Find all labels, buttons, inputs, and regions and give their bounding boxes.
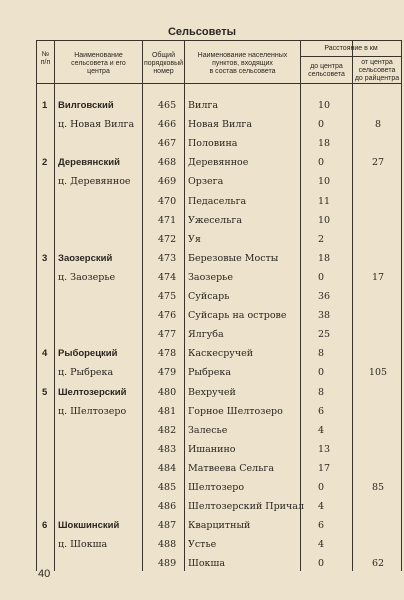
distance-to-council-center: 11 xyxy=(318,195,331,207)
table-row xyxy=(36,153,402,172)
settlement-name: Суйсарь на острове xyxy=(188,310,287,322)
councils-table xyxy=(36,40,402,571)
distance-to-council-center: 36 xyxy=(318,291,331,302)
table-row xyxy=(36,172,402,191)
serial-number: 473 xyxy=(158,252,177,264)
distance-to-council-center: 17 xyxy=(318,462,331,474)
serial-number: 488 xyxy=(158,539,177,551)
council-name: ц. Новая Вилга xyxy=(58,119,135,131)
table-row xyxy=(36,211,402,230)
settlement-name: Новая Вилга xyxy=(188,119,253,131)
settlement-name: Заозерье xyxy=(188,271,233,283)
row-number: 3 xyxy=(42,252,48,264)
settlement-name: Шелтозерский Причал xyxy=(188,501,304,513)
header-council: Наименование сельсовета и его центра xyxy=(71,52,126,75)
table-row xyxy=(36,115,402,134)
row-number: 5 xyxy=(42,386,48,398)
distance-to-council-center: 0 xyxy=(318,271,325,283)
header-divider xyxy=(300,56,402,57)
table-row xyxy=(36,440,402,459)
distance-to-council-center: 4 xyxy=(318,539,325,551)
council-name: Вилговский xyxy=(58,100,114,111)
serial-number: 472 xyxy=(158,233,177,245)
settlement-name: Суйсарь xyxy=(188,291,230,302)
row-number: 2 xyxy=(42,157,48,169)
settlement-name: Залесье xyxy=(188,424,228,436)
settlement-name: Педасельга xyxy=(188,195,247,207)
distance-to-district-center: 85 xyxy=(371,482,385,493)
settlement-name: Кварцитный xyxy=(188,520,251,532)
table-row xyxy=(36,306,402,325)
settlement-name: Горное Шелтозеро xyxy=(188,405,283,417)
distance-to-district-center: 62 xyxy=(371,558,385,570)
distance-to-council-center: 13 xyxy=(318,443,331,455)
distance-to-council-center: 6 xyxy=(318,405,325,417)
serial-number: 471 xyxy=(158,214,177,226)
distance-to-council-center: 0 xyxy=(318,482,325,493)
table-row xyxy=(36,325,402,344)
distance-to-council-center: 18 xyxy=(318,138,331,150)
serial-number: 478 xyxy=(158,348,177,360)
settlement-name: Шелтозеро xyxy=(188,482,245,493)
table-row xyxy=(36,134,402,153)
table-row xyxy=(36,268,402,287)
header-no: № п/п xyxy=(40,51,51,66)
distance-to-council-center: 10 xyxy=(318,176,331,188)
distance-to-district-center: 27 xyxy=(371,157,385,169)
serial-number: 468 xyxy=(158,157,177,169)
distance-to-district-center: 8 xyxy=(374,119,382,131)
serial-number: 485 xyxy=(158,482,177,493)
header-dist-district: от центра сельсовета до райцентра xyxy=(354,59,400,82)
council-name: ц. Рыбрека xyxy=(58,367,114,379)
distance-to-council-center: 18 xyxy=(318,252,331,264)
settlement-name: Половина xyxy=(188,138,238,150)
distance-to-council-center: 0 xyxy=(318,157,325,169)
table-row xyxy=(36,383,402,402)
table-row xyxy=(36,459,402,478)
distance-to-council-center: 4 xyxy=(318,424,325,436)
distance-to-council-center: 0 xyxy=(318,367,325,379)
table-row xyxy=(36,363,402,382)
row-number: 4 xyxy=(42,348,48,360)
settlement-name: Каскесручей xyxy=(188,348,254,360)
settlement-name: Шокша xyxy=(188,558,225,570)
serial-number: 482 xyxy=(158,424,177,436)
settlement-name: Уя xyxy=(188,233,201,245)
council-name: ц. Шокша xyxy=(58,539,108,551)
serial-number: 487 xyxy=(158,520,177,532)
distance-to-district-center: 17 xyxy=(371,271,385,283)
distance-to-council-center: 10 xyxy=(318,214,331,226)
serial-number: 475 xyxy=(158,291,177,302)
serial-number: 469 xyxy=(158,176,177,188)
settlement-name: Ишанино xyxy=(188,443,236,455)
serial-number: 483 xyxy=(158,443,177,455)
settlement-name: Вилга xyxy=(188,100,218,111)
table-row xyxy=(36,287,402,306)
table-row xyxy=(36,497,402,516)
serial-number: 489 xyxy=(158,558,177,570)
table-row xyxy=(36,535,402,554)
serial-number: 465 xyxy=(158,100,177,111)
distance-to-council-center: 6 xyxy=(318,520,325,532)
distance-to-district-center: 105 xyxy=(368,367,388,379)
council-name: Шокшинский xyxy=(58,520,120,532)
table-row xyxy=(36,249,402,268)
settlement-name: Орзега xyxy=(188,176,224,188)
serial-number: 486 xyxy=(158,501,177,513)
header-dist-center: до центра сельсовета xyxy=(308,63,345,78)
serial-number: 477 xyxy=(158,329,177,341)
row-number: 1 xyxy=(42,100,48,111)
table-row xyxy=(36,230,402,249)
table-row xyxy=(36,402,402,421)
settlement-name: Березовые Мосты xyxy=(188,252,279,264)
serial-number: 481 xyxy=(158,405,177,417)
serial-number: 474 xyxy=(158,271,177,283)
table-row xyxy=(36,516,402,535)
council-name: Заозерский xyxy=(58,252,113,264)
distance-to-council-center: 25 xyxy=(318,329,331,341)
distance-to-council-center: 8 xyxy=(318,386,325,398)
distance-to-council-center: 2 xyxy=(318,233,325,245)
table-row xyxy=(36,554,402,573)
serial-number: 466 xyxy=(158,119,177,131)
council-name: Шелтозерский xyxy=(58,386,127,398)
table-row xyxy=(36,96,402,115)
page-number: 40 xyxy=(38,568,51,580)
distance-to-council-center: 4 xyxy=(318,501,325,513)
council-name: Рыборецкий xyxy=(58,348,118,360)
settlement-name: Рыбрека xyxy=(188,367,231,379)
table-row xyxy=(36,192,402,211)
distance-to-council-center: 38 xyxy=(318,310,331,322)
settlement-name: Матвеева Сельга xyxy=(188,462,275,474)
settlement-name: Ужесельга xyxy=(188,214,243,226)
settlement-name: Деревянное xyxy=(188,157,249,169)
settlement-name: Вехручей xyxy=(188,386,236,398)
distance-to-council-center: 0 xyxy=(318,119,325,131)
council-name: ц. Шелтозеро xyxy=(58,405,127,417)
table-row xyxy=(36,344,402,363)
serial-number: 470 xyxy=(158,195,177,207)
page-title: Сельсоветы xyxy=(167,26,237,38)
header-bottom-rule xyxy=(36,83,402,84)
settlement-name: Устье xyxy=(188,539,217,551)
distance-to-council-center: 8 xyxy=(318,348,325,360)
serial-number: 476 xyxy=(158,310,177,322)
council-name: Деревянский xyxy=(58,157,120,169)
table-row xyxy=(36,478,402,497)
row-number: 6 xyxy=(42,520,48,532)
header-places: Наименование населенных пунктов, входящих в состав сельсовета xyxy=(197,52,288,75)
serial-number: 467 xyxy=(158,138,177,150)
header-number: Общий порядковый номер xyxy=(143,52,184,75)
council-name: ц. Заозерье xyxy=(58,271,116,283)
distance-to-council-center: 0 xyxy=(318,558,325,570)
table-row xyxy=(36,421,402,440)
header-distance: Расстояние в км xyxy=(324,45,378,52)
council-name: ц. Деревянное xyxy=(58,176,131,188)
serial-number: 479 xyxy=(158,367,177,379)
distance-to-council-center: 10 xyxy=(318,100,331,111)
serial-number: 484 xyxy=(158,462,177,474)
settlement-name: Ялгуба xyxy=(188,329,224,341)
serial-number: 480 xyxy=(158,386,177,398)
